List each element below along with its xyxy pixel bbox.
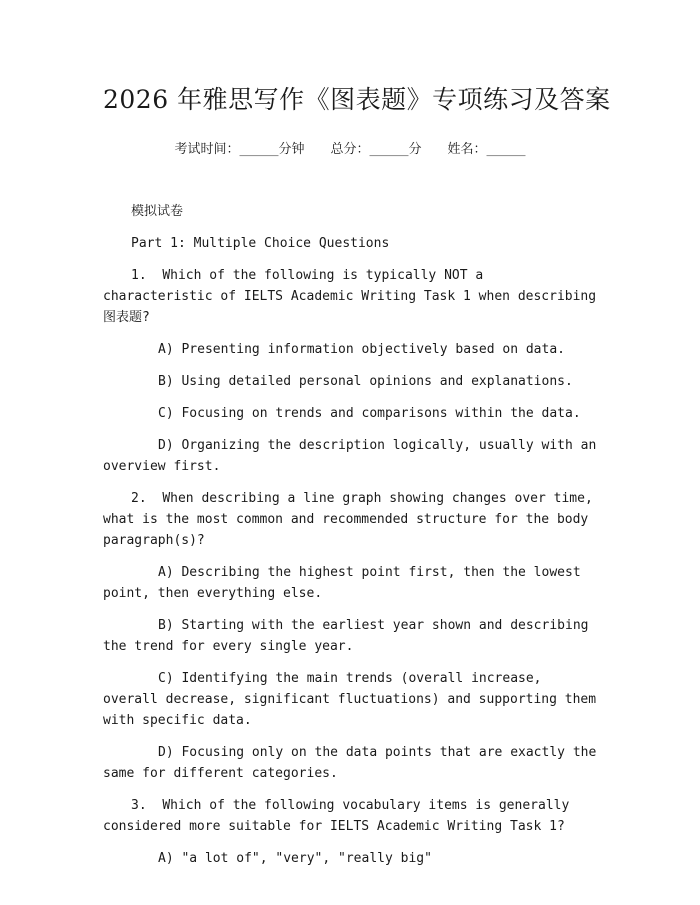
part-label: Part 1: Multiple Choice Questions xyxy=(131,236,390,251)
question-number: 3. xyxy=(131,798,147,813)
question-text: Which of the following vocabulary items is generally considered more suitable for IELTS Academic Writing Task 1? xyxy=(103,798,570,834)
question-number: 1. xyxy=(131,268,147,283)
question-1-option-b: B) Using detailed personal opinions and explanations. xyxy=(158,374,573,389)
question-2-option-c: C) Identifying the main trends (overall increase, overall decrease, significant fluctuations) and supporting them with specific data. xyxy=(103,671,597,728)
section-label: 模拟试卷 xyxy=(131,204,184,219)
question-3 xyxy=(103,795,597,837)
question-1-option-a: A) Presenting information objectively based on data. xyxy=(158,342,565,357)
question-1 xyxy=(103,265,597,328)
exam-time-field: 考试时间：______分钟 xyxy=(174,142,305,157)
exam-name-field: 姓名：______ xyxy=(447,142,526,157)
question-1-option-d: D) Organizing the description logically, usually with an overview first. xyxy=(103,438,597,474)
question-text: When describing a line graph showing changes over time, what is the most common and recommended structure for the body paragraph(s)? xyxy=(103,491,593,548)
question-text: Which of the following is typically NOT a characteristic of IELTS Academic Writing Task 1 when describing 图表题? xyxy=(103,268,597,325)
question-2 xyxy=(103,488,597,551)
question-2-option-d: D) Focusing only on the data points that are exactly the same for different categories. xyxy=(103,745,597,781)
question-2-option-b: B) Starting with the earliest year shown and describing the trend for every single year. xyxy=(103,618,589,654)
exam-info-line xyxy=(103,140,597,160)
question-1-option-c: C) Focusing on trends and comparisons within the data. xyxy=(158,406,581,421)
exam-score-field: 总分：______分 xyxy=(330,142,422,157)
question-number: 2. xyxy=(131,491,147,506)
question-3-option-a: A) "a lot of", "very", "really big" xyxy=(158,851,432,866)
question-2-option-a: A) Describing the highest point first, then the lowest point, then everything else. xyxy=(103,565,581,601)
document-title: 2026 年雅思写作《图表题》专项练习及答案 xyxy=(103,85,611,114)
